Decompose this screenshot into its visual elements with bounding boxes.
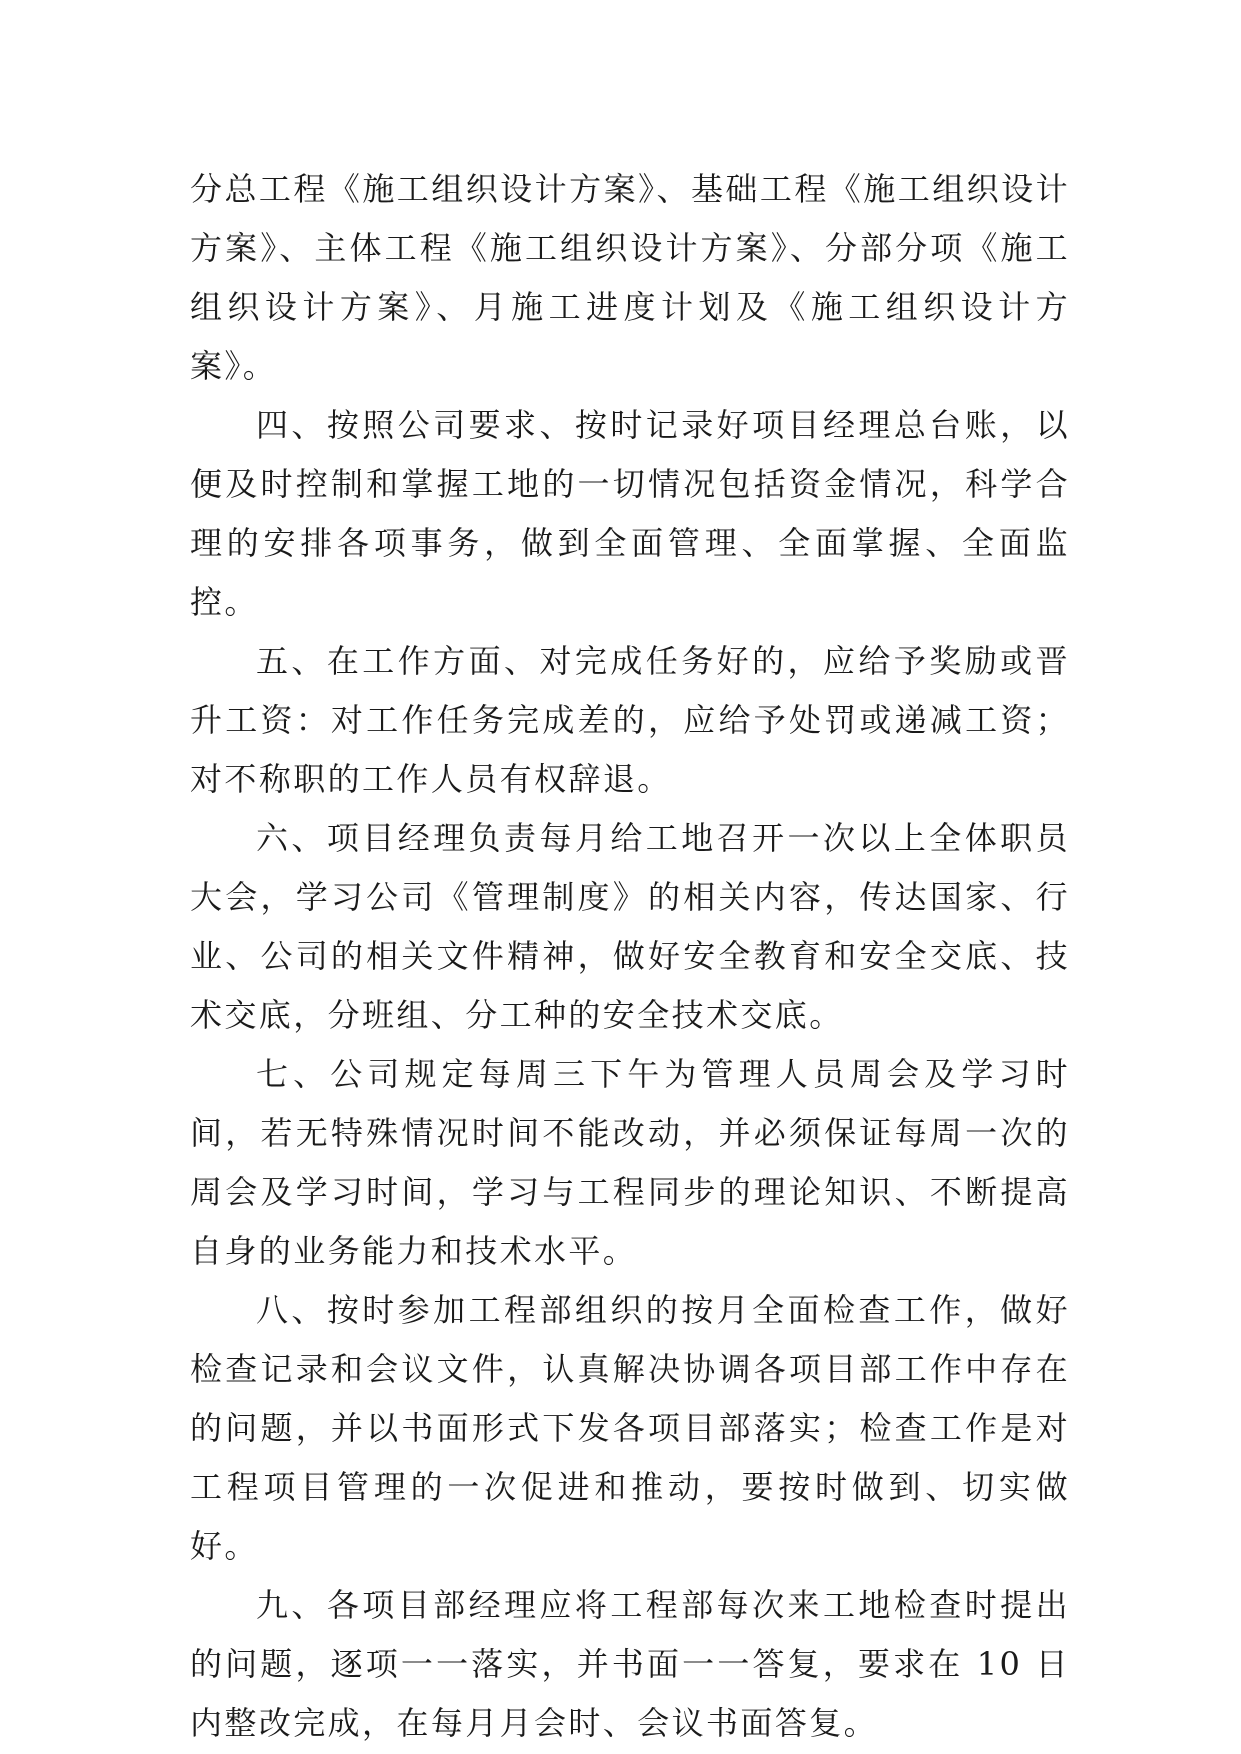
text-line: 及时控制和掌握工地的一切情况包括资金情况，科学合理的 <box>190 465 1070 562</box>
text-line: 目管理的一次促进和推动，要按时做到、切实做好。 <box>190 1468 1070 1565</box>
text-line: 题，并以书面形式下发各项目部落实；检查工作是对工程项 <box>190 1409 1070 1506</box>
paragraph-item-5 <box>190 632 1070 809</box>
text-line: 五、在工作方面、对完成任务好的，应给予奖励或晋升 <box>190 642 1070 739</box>
paragraph-item-4 <box>190 396 1070 632</box>
text-line: 九、各项目部经理应将工程部每次来工地检查时提出的 <box>190 1586 1070 1683</box>
text-line: 改完成，在每月月会时、会议书面答复。 <box>258 1704 879 1742</box>
text-line: 若无特殊情况时间不能改动，并必须保证每周一次的周会及 <box>190 1114 1070 1211</box>
paragraph-item-9 <box>190 1576 1070 1753</box>
text-line: 会，学习公司《管理制度》的相关内容，传达国家、行业、 <box>190 878 1070 975</box>
text-line: 务能力和技术水平。 <box>327 1232 638 1270</box>
text-line: 安排各项事务，做到全面管理、全面掌握、全面监控。 <box>190 524 1070 621</box>
text-line: 织设计方案》、月施工进度计划及《施工组织设计方案》。 <box>190 288 1071 385</box>
paragraph-continuation <box>190 160 1070 396</box>
text-line: 方案》、主体工程《施工组织设计方案》、分部分项《施工组 <box>190 229 1070 326</box>
text-line: 分总工程《施工组织设计方案》、基础工程《施工组织设计 <box>190 170 1070 208</box>
text-line: 六、项目经理负责每月给工地召开一次以上全体职员大 <box>190 819 1070 916</box>
text-line: 七、公司规定每周三下午为管理人员周会及学习时间， <box>190 1055 1070 1152</box>
text-line: 公司的相关文件精神，做好安全教育和安全交底、技术交底， <box>190 937 1070 1034</box>
text-line: 问题，逐项一一落实，并书面一一答复，要求在 10 日内整 <box>190 1645 1070 1742</box>
paragraph-item-7 <box>190 1045 1070 1281</box>
text-line: 八、按时参加工程部组织的按月全面检查工作，做好检 <box>190 1291 1070 1388</box>
text-line: 工资：对工作任务完成差的，应给予处罚或递减工资；对不 <box>190 701 1070 798</box>
document-body <box>190 160 1070 1753</box>
text-line: 查记录和会议文件，认真解决协调各项目部工作中存在的问 <box>190 1350 1070 1447</box>
text-line: 四、按照公司要求、按时记录好项目经理总台账，以便 <box>190 406 1070 503</box>
text-line: 称职的工作人员有权辞退。 <box>258 760 672 798</box>
paragraph-item-6 <box>190 809 1070 1045</box>
text-line: 学习时间，学习与工程同步的理论知识、不断提高自身的业 <box>190 1173 1070 1270</box>
paragraph-item-8 <box>190 1281 1070 1576</box>
text-line: 分班组、分工种的安全技术交底。 <box>327 996 844 1034</box>
